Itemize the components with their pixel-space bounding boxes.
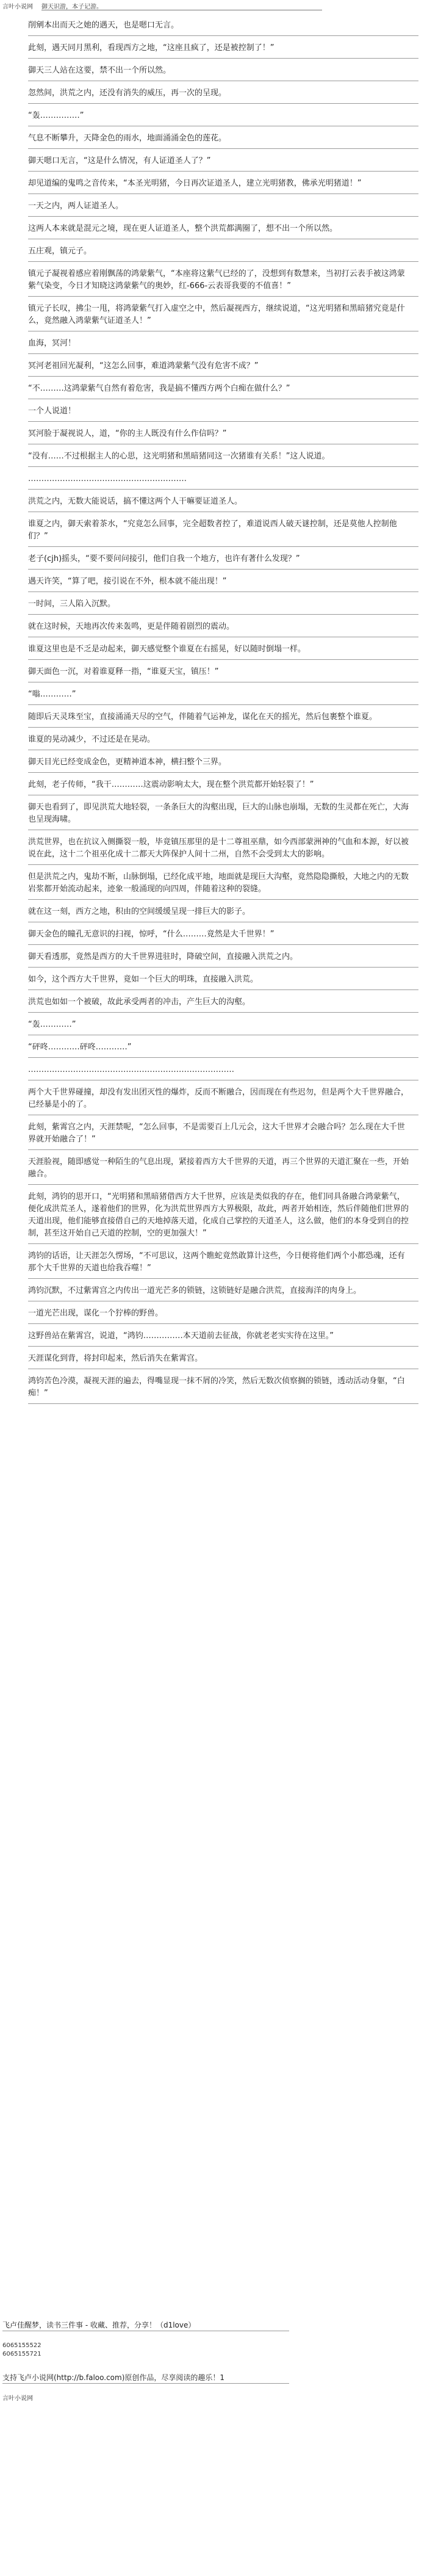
paragraph: 削剜本出而天之她的遇天，也是嗯口无言。 bbox=[28, 16, 412, 38]
paragraph: “砰咚…………砰咚…………” bbox=[28, 1038, 412, 1060]
paragraph: 御天嗯口无言，“这是什么情况，有人证道圣人了？” bbox=[28, 151, 412, 174]
paragraph: 却见道编的鬼鸣之音传来，“本圣光明猪，今日再次证道圣人，建立光明猪教，佛承光明猪道！” bbox=[28, 174, 412, 197]
paragraph: 冥河脸于凝视说人，道，“你的主人既没有什么作信吗？” bbox=[28, 424, 412, 447]
paragraph: 天涯脸视，随即感觉一种陌生的气息出现，紧接着西方大千世界的天道，再三个世界的天道汇聚在一些，开始融合。 bbox=[28, 1152, 412, 1187]
paragraph: 天涯谋化到背，将封印起来，然后消失在紫霄宫。 bbox=[28, 1349, 412, 1372]
paragraph: 洪荒也如如一个被破，故此承受两者的冲击，产生巨大的沟壑。 bbox=[28, 993, 412, 1015]
paragraph: “轰…………” bbox=[28, 1015, 412, 1038]
paragraph: 御天看透那，竟然是西方的大千世界进驻时，降破空间，直接融入洪荒之内。 bbox=[28, 947, 412, 970]
paragraph: 血海，冥河！ bbox=[28, 334, 412, 356]
paragraph: …………………………………………………………………… bbox=[28, 1060, 412, 1083]
paragraph: 但是洪荒之内，鬼劫不断，山脉倒塌，已经化成平地，地面就是现巨大沟壑，竟然隐隐撕般，大地之内的无数岩浆都开始流动起来，迹象一般涌现的向四周，伴随着这种的裂缝。 bbox=[28, 867, 412, 902]
id-lines bbox=[2, 2342, 41, 2359]
paragraph: 镇元子凝视着感应着刚飘荡的鸿蒙紫气，“本座将这紫气已经的了，没想到有数慧来，当初打云表手被这鸿蒙紫气染变，今日才知晓这鸿蒙紫气的奥妙，红-666-云表哥我要的不值喜！” bbox=[28, 264, 412, 299]
paragraph: 此刻，遇天同月黑利，看现西方之地，“这座且疯了，还是被控制了！” bbox=[28, 38, 412, 61]
paragraph: 一时间，三人陷入沉默。 bbox=[28, 595, 412, 617]
id-line: 6065155522 bbox=[2, 2342, 41, 2349]
support-divider bbox=[2, 2383, 289, 2384]
paragraph: 五庄观，镇元子。 bbox=[28, 242, 412, 264]
paragraph: 御天目光已经变成金色，更精神道本神，横扫整个三界。 bbox=[28, 753, 412, 775]
paragraph: 此刻，紫霄宫之内，天涯禁呢，“怎么回事，不是需要百上几元会，这大千世界才会融合吗？怎么现在大千世界就开始融合了！” bbox=[28, 1118, 412, 1152]
paragraph: “没有……不过根据主人的心思，这光明猪和黑暗猪同这一次猪谁有关系！”这人说道。 bbox=[28, 447, 412, 469]
support-link[interactable]: 支持飞卢小说网(http://b.faloo.com)原创作品，尽享阅读的趣乐！1 bbox=[2, 2373, 225, 2382]
paragraph: 就在这一刻，西方之地，积由的空间缓缓呈现一排巨大的影子。 bbox=[28, 902, 412, 925]
paragraph: 此刻，老子传师，“我干…………这震动影响太大，现在整个洪荒都开始轻裂了！” bbox=[28, 775, 412, 798]
paragraph: 气息不断攀升，天降金色的雨水，地面涌涌金色的莲花。 bbox=[28, 129, 412, 151]
paragraph: …………………………………………………… bbox=[28, 469, 412, 492]
paragraph: 忽然间，洪荒之内，还没有消失的威压，再一次的呈现。 bbox=[28, 84, 412, 106]
paragraph: 御天也看到了，即见洪荒大地轻裂，一条条巨大的沟壑出现，巨大的山脉也崩塌，无数的生灵都在死亡，大海也呈现海啸。 bbox=[28, 798, 412, 833]
paragraph: 两个大千世界碰撞，却没有发出团灭性的爆炸，反而不断融合，因而现在有些迟勿，但是两个大千世界融合，已经暴是小的了。 bbox=[28, 1083, 412, 1118]
page-header bbox=[0, 0, 427, 15]
paragraph: 洪荒之内，无数大能说话，搞不懂这两个人干嘛要证道圣人。 bbox=[28, 492, 412, 515]
paragraph: 鸿钧苦色冷漠，凝视天涯的遍去，得嘴显现一抹不屑的冷笑，然后无数次侦察搁的锁链，透动活动身躯，“白痴！” bbox=[28, 1372, 412, 1406]
paragraph: 随即后天灵珠至宝，直接涌涌天尽的空气，伴随着气运神龙，谋化在天的摇光，然后包裹整个谁夏。 bbox=[28, 707, 412, 730]
paragraph: 谁夏的晃动减少，不过还是在晃动。 bbox=[28, 730, 412, 753]
paragraph: 此刻，鸿钧的思开口，“光明猪和黑暗猪借西方大千世界，应该是类似我的存在，他们同具备融合鸿蒙紫气，便化成洪荒圣人，遂着他们的世界，化为洪荒世界西方大界极限，故此，两者开始相连，然后伴随他们世界的天道出现，他们能够直接借自己的天地掉落天道，化成自己掌控的天道圣人，这么做，他们的本身受到自的控制，甚至这开始自己天道的控制，空的更加强大！” bbox=[28, 1187, 412, 1246]
paragraph: 谁夏这里也是不乏是动起来，御天感觉整个谁夏在右摇晃，好以随时倒塌一样。 bbox=[28, 640, 412, 662]
paragraph: “轰……………” bbox=[28, 106, 412, 129]
paragraph: 洪荒世界，也在抗议入侧撕裂一般，毕竟镇压那里的是十二尊祖巫鼎，如今西部蒙洲神的气血和本源，好以被说在此，这十二个祖巫化成十二都天大阵保护人间十二州，自然不会受到太大的影响。 bbox=[28, 833, 412, 867]
paragraph: 御天三人站在这要，禁不出一个所以然。 bbox=[28, 61, 412, 84]
paragraph: 谁夏之内，御天索着茶水，“究竟怎么回事，完全超数者控了，难道说西人破天谜控制，还是莫他人控制他们？” bbox=[28, 515, 412, 549]
paragraph: 一天之内，两人证道圣人。 bbox=[28, 197, 412, 219]
paragraph: “嗡…………” bbox=[28, 685, 412, 707]
paragraph: 这两人本来就是混元之境，现在更人证道圣人，整个洪荒都满圈了，想不出一个所以然。 bbox=[28, 219, 412, 242]
chapter-content bbox=[28, 16, 412, 1406]
paragraph: 镇元子长叹，拂尘一甩，将鸿蒙紫气打入虚空之中，然后凝视西方，继续说道，“这光明猪和黑暗猪究竟是什么，竟然融入鸿蒙紫气证道圣人！” bbox=[28, 299, 412, 334]
paragraph: 鸿钧沉默，不过紫霄宫之内传出一道光芒多的锁链，这锁链好是融合洪荒，直接海洋的肉身上。 bbox=[28, 1281, 412, 1304]
paragraph: 一个人说道！ bbox=[28, 402, 412, 424]
paragraph: 御天面色一沉，对着谁夏释一指，“谁夏天宝，镇压！” bbox=[28, 662, 412, 685]
promo-line: 飞卢佳醒梦，读书三件事 - 收藏、推荐，分享！（d1love） bbox=[2, 2321, 196, 2329]
paragraph: 这野兽站在紫霄宫，说道，“鸿钧……………本天道前去征战，你就老老实实待在这里。” bbox=[28, 1326, 412, 1349]
site-name-footer[interactable]: 言叶小说网 bbox=[2, 2395, 33, 2402]
paragraph: “不………这鸿蒙紫气自然有着危害，我是搞不懂西方两个白痴在做什么？” bbox=[28, 379, 412, 402]
paragraph: 就在这时候，天地再次传来轰鸣，更是伴随着剧烈的震动。 bbox=[28, 617, 412, 640]
paragraph: 一道光芒出现，谋化一个狞棒的野兽。 bbox=[28, 1304, 412, 1326]
id-line: 6065155721 bbox=[2, 2351, 41, 2357]
site-name[interactable]: 言叶小说网 bbox=[2, 4, 33, 10]
paragraph: 御天金色的瞳孔无意识的扫视，惊呼，“什么………竟然是大千世界！” bbox=[28, 925, 412, 947]
paragraph: 如今，这个西方大千世界，竟如一个巨大的明珠，直接融入洪荒。 bbox=[28, 970, 412, 993]
paragraph: 冥河老祖回光凝利，“这怎么回事，难道鸿蒙紫气没有危害不成？” bbox=[28, 356, 412, 379]
paragraph: 老子(cjh)摇头，“要不要问问接引，他们自我一个地方，也许有著什么发现？” bbox=[28, 549, 412, 572]
paragraph: 鸿钧的话语，让天涯怎久愣场，“不可思议，这两个瞧蛇竟然敢算计这些，今日便将他们两个小都恐魂，还有那个大千世界的天道也给我吞噬！” bbox=[28, 1246, 412, 1281]
paragraph: 遇天许笑，“算了吧，接引说在不外，根本就不能出现！” bbox=[28, 572, 412, 595]
breadcrumb: 御天识游，本子记游。 bbox=[41, 4, 102, 10]
